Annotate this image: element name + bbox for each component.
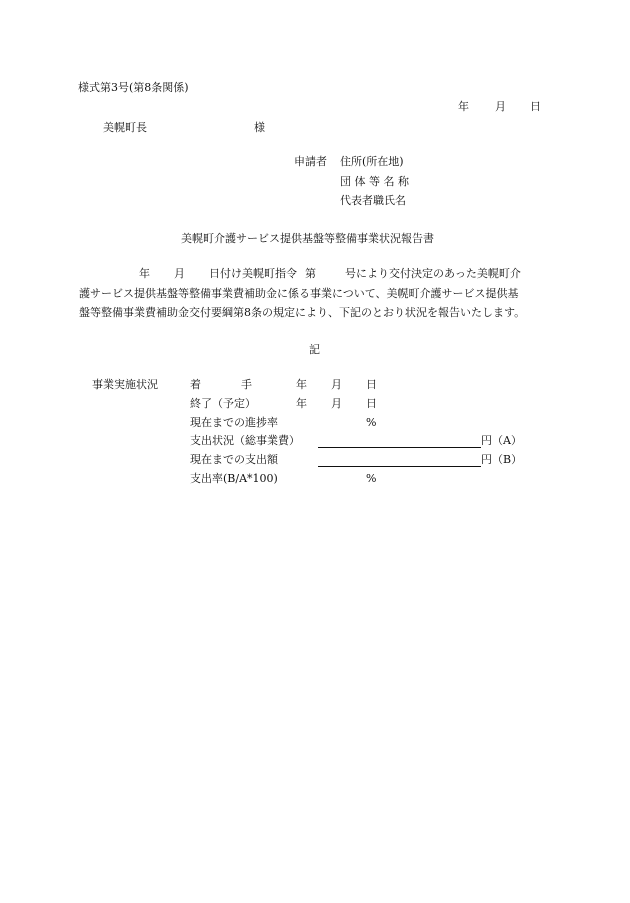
progress-unit: %	[366, 416, 377, 429]
body-line2: 護サービス提供基盤等整備事業費補助金に係る事業について、美幌町介護サービス提供基	[79, 287, 519, 300]
applicant-organization: 団 体 等 名 称	[340, 175, 409, 188]
body-year: 年	[139, 267, 150, 280]
expenditure-current-line	[318, 466, 481, 467]
start-month: 月	[331, 378, 342, 391]
start-label-2: 手	[241, 378, 252, 391]
body-no: 第	[305, 267, 316, 280]
expenditure-total-unit: 円（A）	[481, 434, 522, 447]
ratio-label: 支出率(B/A*100)	[190, 472, 278, 485]
document-title: 美幌町介護サービス提供基盤等整備事業状況報告書	[181, 232, 434, 245]
body-month: 月	[174, 267, 185, 280]
start-year: 年	[296, 378, 307, 391]
ki-heading: 記	[309, 343, 320, 356]
date-day: 日	[530, 100, 541, 113]
body-line3: 盤等整備事業費補助金交付要綱第8条の規定により、下記のとおり状況を報告いたします。	[79, 306, 526, 319]
date-year: 年	[458, 100, 469, 113]
applicant-label: 申請者	[294, 155, 327, 168]
body-date-ref: 日付け美幌町指令	[209, 267, 297, 280]
status-heading: 事業実施状況	[92, 378, 158, 391]
addressee-name: 美幌町長	[103, 121, 147, 134]
expenditure-current-unit: 円（B）	[481, 453, 523, 466]
applicant-representative: 代表者職氏名	[340, 194, 406, 207]
addressee-honorific: 様	[254, 121, 265, 134]
start-label-1: 着	[190, 378, 201, 391]
end-day: 日	[366, 397, 377, 410]
end-month: 月	[331, 397, 342, 410]
expenditure-total-line	[318, 447, 481, 448]
date-month: 月	[495, 100, 506, 113]
ratio-unit: %	[366, 472, 377, 485]
start-day: 日	[366, 378, 377, 391]
end-year: 年	[296, 397, 307, 410]
expenditure-total-label: 支出状況（総事業費）	[190, 434, 300, 447]
progress-label: 現在までの進捗率	[190, 416, 278, 429]
applicant-address: 住所(所在地)	[340, 155, 404, 168]
body-rest: 号により交付決定のあった美幌町介	[345, 267, 521, 280]
expenditure-current-label: 現在までの支出額	[190, 453, 278, 466]
end-label: 終了（予定）	[190, 397, 256, 410]
form-label: 様式第3号(第8条関係)	[78, 81, 189, 94]
